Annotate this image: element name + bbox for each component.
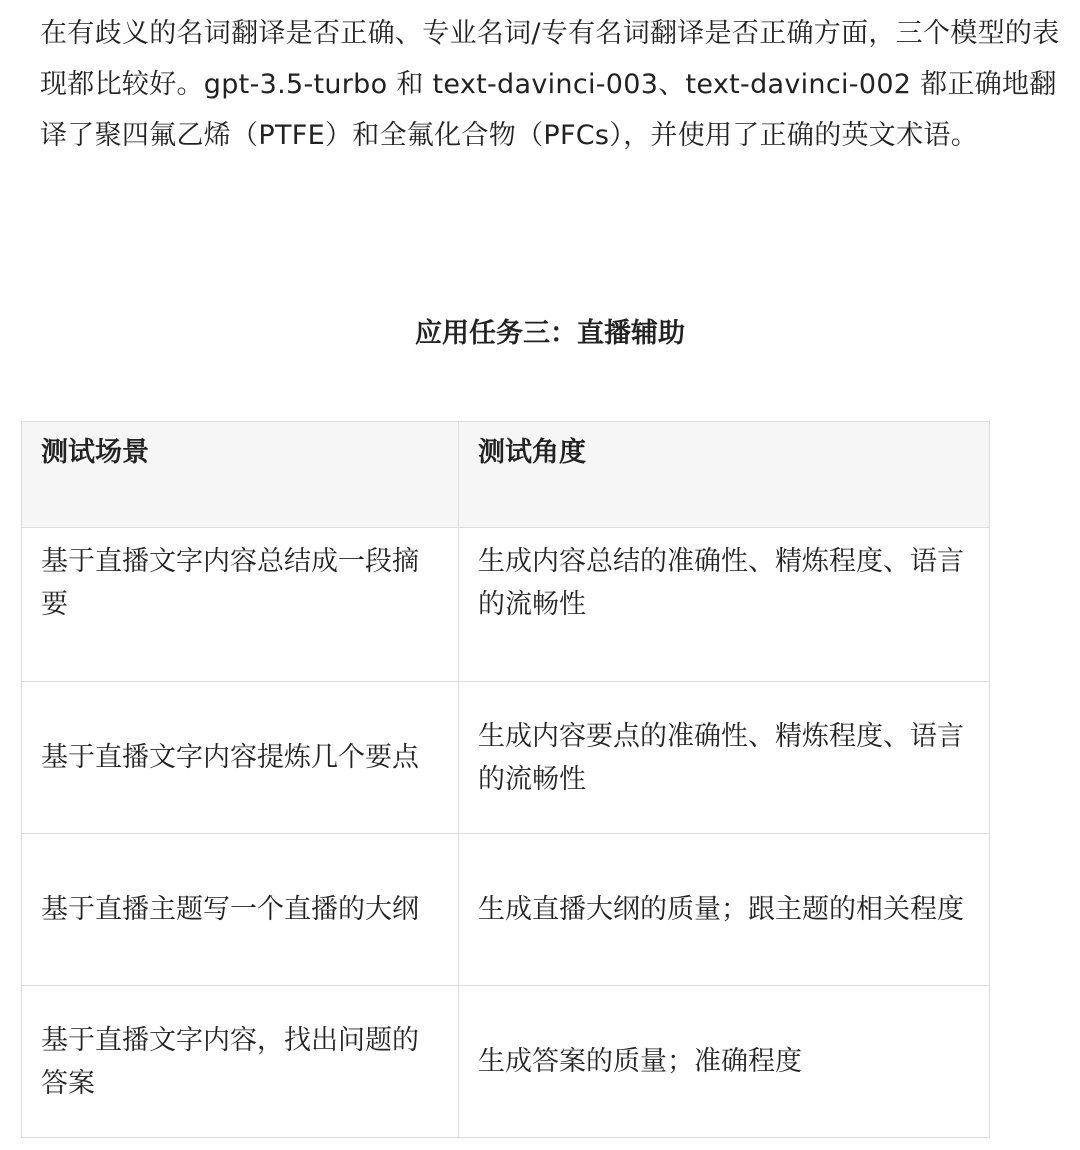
header-test-scenario: 测试场景	[22, 422, 459, 528]
table-row	[22, 682, 990, 834]
scenario-cell: 基于直播主题写一个直播的大纲	[22, 834, 459, 986]
intro-paragraph: 在有歧义的名词翻译是否正确、专业名词/专有名词翻译是否正确方面，三个模型的表现都比较好。gpt-3.5-turbo 和 text-davinci-003、text-davinci-002 都正确地翻译了聚四氟乙烯（PTFE）和全氟化合物（PFCs），并使用了正确的英文术语。	[40, 18, 1060, 151]
scenario-cell: 基于直播文字内容，找出问题的答案	[22, 986, 459, 1138]
angle-cell: 生成内容总结的准确性、精炼程度、语言的流畅性	[459, 528, 990, 682]
table-header-row	[22, 422, 990, 528]
test-table	[21, 421, 990, 1138]
angle-cell: 生成内容要点的准确性、精炼程度、语言的流畅性	[459, 682, 990, 834]
angle-cell: 生成答案的质量；准确程度	[459, 986, 990, 1138]
table-row	[22, 834, 990, 986]
scenario-cell: 基于直播文字内容总结成一段摘要	[22, 528, 459, 682]
table-row	[22, 528, 990, 682]
section-title: 应用任务三：直播辅助	[415, 318, 685, 349]
header-test-angle: 测试角度	[459, 422, 990, 528]
scenario-cell: 基于直播文字内容提炼几个要点	[22, 682, 459, 834]
angle-cell: 生成直播大纲的质量；跟主题的相关程度	[459, 834, 990, 986]
table-row	[22, 986, 990, 1138]
